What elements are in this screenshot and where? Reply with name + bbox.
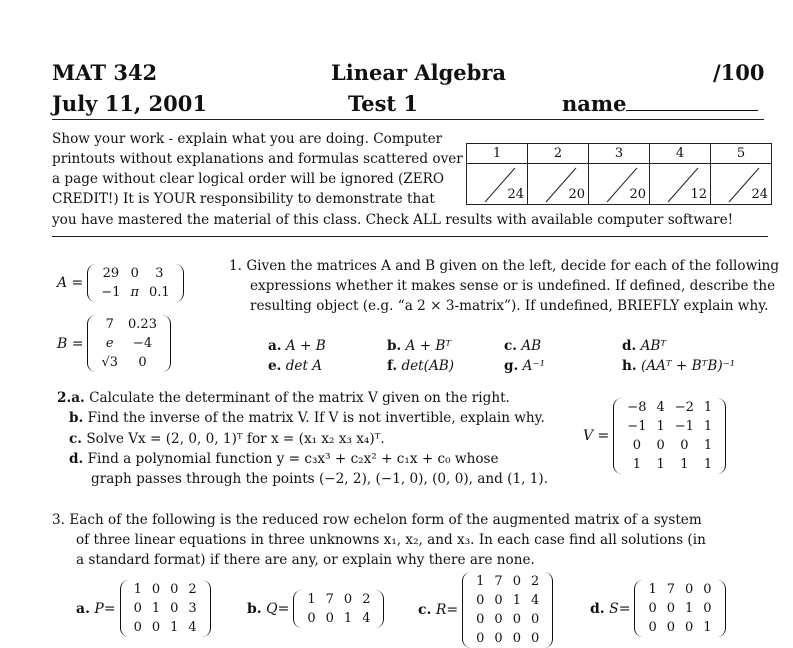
part-label: d. [69,451,84,467]
problem-1-line-3: resulting object (e.g. “a 2 × 3-matrix”). If undefined, BRIEFLY explain why. [250,298,769,314]
instructions-line-5: you have mastered the material of this class. Check ALL results with available computer software! [52,212,734,228]
matrix-entry: e [105,336,114,351]
part-expression: A + B [285,338,326,354]
matrix-entry: 0.23 [128,317,157,332]
matrix-entry: 1 [632,457,642,472]
problem-number: 5 [711,144,772,164]
matrix-entry: 1 [476,574,485,589]
matrix-entry: 0 [325,611,334,626]
matrix-entries [96,315,162,372]
problem-3-line-1: Each of the following is the reduced row echelon form of the augmented matrix of a system [69,512,702,528]
matrix-entry: 1 [307,592,316,607]
matrix-name: Q= [266,601,290,617]
matrix-V [583,398,726,474]
matrix-entry: 0 [530,631,540,646]
matrix-entry: 0 [494,631,503,646]
matrix-entry: 1 [685,601,694,616]
right-paren [717,580,726,637]
problem-3-line-2: of three linear equations in three unknowns x₁, x₂, and x₃. In each case find all solutions (in [76,532,706,548]
matrix-entry: −1 [101,285,121,300]
problem-1-line-1: Given the matrices A and B given on the left, decide for each of the following [246,258,780,274]
right-paren [162,315,171,372]
score-cell[interactable] [589,164,650,205]
matrix-entry: 0 [680,438,689,453]
matrix-entry: 1 [703,400,713,415]
problem-number: 1. [229,258,242,274]
instructions-rule [52,236,768,237]
matrix-entry: 4 [362,611,371,626]
max-points: 24 [507,187,524,202]
matrix-entry: 0 [656,438,665,453]
matrix-label [418,602,458,618]
instructions-line-4: CREDIT!) It is YOUR responsibility to demonstrate that [52,191,435,207]
part-label: e. [268,358,282,374]
matrix-entry: 0 [685,620,694,635]
problem-number: 3. [52,512,65,528]
matrix-entry: 0 [685,582,694,597]
matrix-entry: π [130,285,140,300]
matrix-entry: 3 [155,266,164,281]
matrix-entry: 0 [170,601,179,616]
matrix-entries [129,580,202,637]
matrix-entry: 0 [632,438,642,453]
problem-1-part-c [504,336,541,356]
matrix-entry: 1 [703,620,712,635]
problem-1-part-h [622,356,735,376]
score-table-points-row [467,164,772,205]
part-label: a. [71,390,85,406]
part-text: Solve Vx = (2, 0, 0, 1)ᵀ for x = (x₁ x₂ x₃ x₄)ᵀ. [86,431,385,447]
problem-number: 4 [650,144,711,164]
problem-2-part-d [69,449,499,469]
right-paren [375,590,384,628]
left-paren [634,580,643,637]
matrix-entry: 0 [648,601,657,616]
matrix-entry: 0 [666,620,676,635]
matrix-entry: 0 [494,612,503,627]
problem-1-part-a [268,336,326,356]
problem-1 [229,256,779,276]
part-expression: det A [285,358,323,374]
part-text: Calculate the determinant of the matrix V given on the right. [89,390,510,406]
part-text: Find the inverse of the matrix V. If V is not invertible, explain why. [87,410,545,426]
matrix-entry: 0 [307,611,316,626]
problem-2-part-c [69,429,385,449]
problem-3-line-3: a standard format) if there are any, or explain why there are none. [76,552,535,568]
left-paren [87,264,96,302]
matrix-entry: 1 [703,457,713,472]
part-label: f. [387,358,398,374]
part-label: d. [622,338,637,354]
matrix-entry: 0 [170,582,179,597]
instructions-line-1: Show your work - explain what you are doing. Computer [52,131,443,147]
matrix-entries [471,572,544,648]
left-paren [462,572,471,648]
part-label: b. [69,410,84,426]
matrix-entry: 2 [530,574,540,589]
instructions-line-2: printouts without explanations and formulas scattered over [52,151,463,167]
matrix-entry: 0 [494,593,503,608]
matrix-label: A = [57,275,84,291]
matrix-A [57,264,184,302]
matrix-entry: 0 [476,631,485,646]
matrix-label: B = [57,335,84,352]
problem-number: 2. [57,390,72,406]
part-label: c. [69,431,83,447]
matrix-entry: 0 [133,601,142,616]
problem-1-part-d [622,336,666,356]
problem-2-part-a [57,388,510,408]
matrix-entry: 0 [151,582,161,597]
score-cell[interactable] [711,164,772,205]
matrix-name: S= [609,600,631,617]
matrix-entry: 0 [476,593,485,608]
matrix-entry: 1 [703,419,713,434]
name-blank-line [626,94,758,111]
matrix-entry: 0 [133,620,142,635]
matrix-entry: 0 [512,631,521,646]
matrix-entry: 0 [151,620,161,635]
matrix-name: R= [435,602,459,618]
matrix-entry: 7 [105,317,114,332]
right-paren [544,572,553,648]
matrix-entry: 0 [138,355,147,370]
matrix-entry: 0 [343,592,353,607]
part-label: d. [590,600,605,617]
part-expression: A + Bᵀ [405,338,452,354]
part-label: a. [76,600,90,617]
matrix-entry: 0 [666,601,676,616]
right-paren [717,398,726,474]
problem-1-line-2: expressions whether it makes sense or is undefined. If defined, describe the [250,278,776,294]
part-label: c. [504,338,518,354]
matrix-entry: −1 [627,419,647,434]
matrix-entry: 2 [362,592,371,607]
matrix-label [76,601,116,617]
header-rule [52,119,764,120]
matrix-name: P= [94,600,116,617]
matrix-entry: 1 [512,593,521,608]
matrix-entry: 1 [680,457,689,472]
matrix-entry: −1 [674,419,694,434]
matrix-entry: 7 [666,582,676,597]
matrix-entry: −8 [627,400,647,415]
part-label: h. [622,358,637,374]
matrix-R [418,572,553,648]
left-paren [293,590,302,628]
course-title: Linear Algebra [331,60,507,85]
matrix-entry: 3 [188,601,197,616]
matrix-entry: 1 [170,620,179,635]
matrix-Q [247,590,384,628]
matrix-P [76,580,211,637]
matrix-entry: 0 [476,612,485,627]
name-field[interactable] [562,91,758,116]
problem-1-part-g [504,356,545,376]
matrix-entry: 4 [530,593,540,608]
part-expression: A⁻¹ [522,358,546,374]
problem-2-part-b [69,408,545,428]
matrix-entry: 4 [188,620,197,635]
max-points: 20 [629,187,646,202]
matrix-entry: 1 [133,582,142,597]
part-expression: AB [521,338,542,354]
score-table-header [467,144,772,164]
matrix-entry: −4 [132,336,153,351]
score-cell[interactable] [467,164,528,205]
matrix-entries [96,264,174,302]
matrix-entry: √3 [101,355,119,370]
matrix-entry: 0.1 [149,285,170,300]
part-label: b. [247,601,262,617]
matrix-entry: −2 [674,400,694,415]
matrix-entries [302,590,375,628]
matrix-B [57,315,171,372]
score-cell[interactable] [650,164,711,205]
part-expression: (AAᵀ + BᵀB)⁻¹ [640,358,736,374]
name-label: name [562,91,627,116]
matrix-entry: 1 [656,457,665,472]
matrix-entry: 7 [325,592,334,607]
matrix-entry: 1 [648,582,657,597]
problem-number: 1 [467,144,528,164]
score-table [466,143,772,205]
left-paren [120,580,129,637]
matrix-label [247,601,289,617]
matrix-entry: 0 [530,612,540,627]
matrix-entries [622,398,717,474]
exam-date: July 11, 2001 [52,91,207,116]
matrix-S [590,580,726,637]
problem-number: 3 [589,144,650,164]
max-points: 12 [690,187,707,202]
matrix-entry: 1 [343,611,353,626]
matrix-entry: 0 [703,601,712,616]
test-title: Test 1 [348,91,419,116]
matrix-label [590,601,630,617]
matrix-entry: 1 [703,438,713,453]
right-paren [202,580,211,637]
matrix-entry: 7 [494,574,503,589]
matrix-entry: 0 [512,574,521,589]
problem-1-part-f [387,356,454,376]
part-expression: det(AB) [401,358,455,374]
score-cell[interactable] [528,164,589,205]
course-code: MAT 342 [52,60,158,85]
part-expression: ABᵀ [640,338,667,354]
part-label: c. [418,602,432,618]
problem-1-part-b [387,336,451,356]
matrix-label: V = [583,428,610,444]
part-label: g. [504,358,519,374]
matrix-entries [643,580,716,637]
problem-3 [52,510,702,530]
problem-number: 2 [528,144,589,164]
part-label: a. [268,338,282,354]
left-paren [613,398,622,474]
matrix-entry: 1 [656,419,665,434]
matrix-entry: 0 [130,266,139,281]
problem-2-continuation: graph passes through the points (−2, 2), (−1, 0), (0, 0), and (1, 1). [91,471,549,487]
part-text: Find a polynomial function y = c₃x³ + c₂x² + c₁x + c₀ whose [87,451,499,467]
problem-1-part-e [268,356,322,376]
max-points: 20 [568,187,585,202]
matrix-entry: 1 [151,601,161,616]
left-paren [87,315,96,372]
matrix-entry: 2 [188,582,197,597]
points-total: /100 [713,60,765,85]
matrix-entry: 0 [512,612,521,627]
matrix-entry: 29 [102,266,120,281]
matrix-entry: 0 [703,582,712,597]
instructions-line-3: a page without clear logical order will be ignored (ZERO [52,171,445,187]
part-label: b. [387,338,402,354]
matrix-entry: 0 [648,620,657,635]
max-points: 24 [751,187,768,202]
right-paren [175,264,184,302]
matrix-entry: 4 [656,400,665,415]
